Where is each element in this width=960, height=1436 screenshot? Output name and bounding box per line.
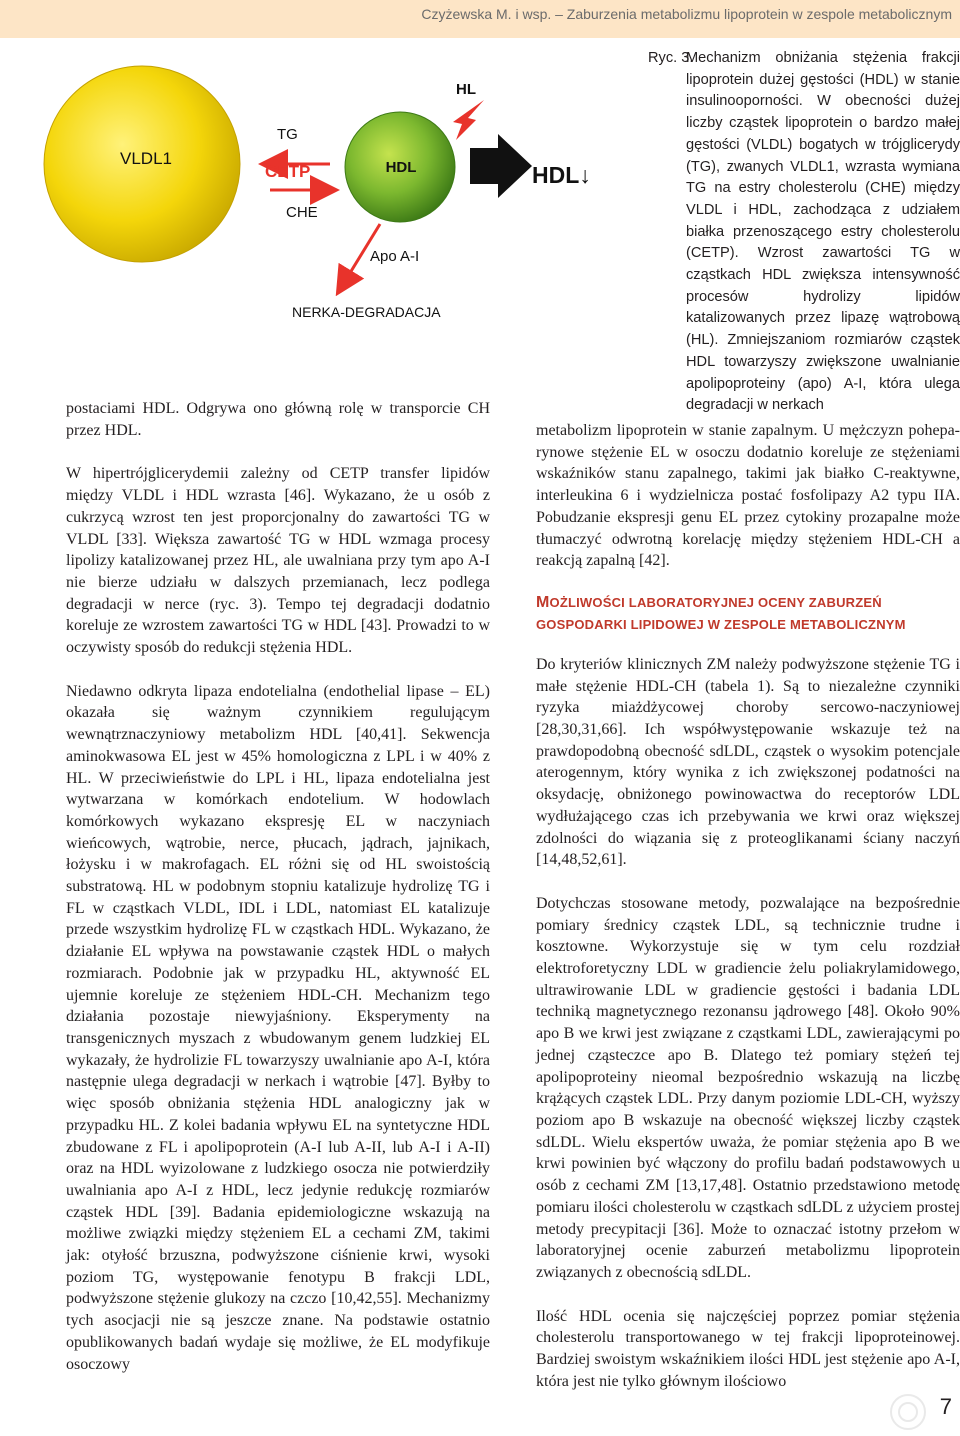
caption-label: Ryc. 3. (648, 50, 694, 66)
kidney-degradation-label: NERKA-DEGRADACJA (292, 304, 441, 320)
hl-lightning-arrow (453, 100, 484, 140)
hdl-label: HDL (385, 159, 417, 176)
right-paragraph-4: Ilość HDL ocenia się najczęściej poprzez pomiar stężenia cholesterolu transportowanego w tej frakcji lipoproteinowej. Bardziej swoistym wskaźnikiem ilości HDL jest stężenie apo A-I, która jest nie tylko głównym ilościowo (536, 1307, 960, 1390)
figure-caption (648, 48, 960, 417)
left-column (66, 398, 490, 1375)
left-paragraph-1: postaciami HDL. Odgrywa ono główną rolę w transporcie CH przez HDL. (66, 400, 490, 439)
apoa1-label: Apo A-I (370, 248, 420, 265)
right-paragraph-3: Dotychczas stosowane metody, pozwalające na bezpośrednie pomiary średnicy cząstek LDL, są technicznie trudne i kosztowne. Wykorzystuje się w tym celu rozdział elektroforetyczny LDL w gradiencie żelu poliakrylamidowego, ultrawirowanie LDL w gradiencie gęstości i badania LDL techniką magnetycznego rezonansu jądrowego [48]. Około 90% apo B we krwi jest związane z cząstkami LDL, zawierającymi po jednej cząsteczce apo B. Dlatego też pomiary stężeń tej apolipoproteiny nieomal bezpośrednio wskazują na liczbę krążących cząstek LDL. Przy danym poziomie LDL-CH, wyższy poziom apo B wskazuje na obecność większej liczby cząstek sdLDL. Wielu ekspertów uważa, że pomiar stężenia apo B we krwi powinien być włączony do profilu badań podstawowych u osób z cechami ZM [13,17,48]. Ostatnio przedstawiono metodę pomiaru ilości cholesterolu w cząstkach sdLDL z użyciem prostej metody precypitacji [36]. Może to oznaczać istotny przełom w laboratoryjnej ocenie zaburzeń metabolizmu lipoprotein związanych z obecnością sdLDL. (536, 894, 960, 1281)
hdl-decrease-big-arrow (470, 134, 532, 198)
che-label: CHE (286, 204, 318, 221)
right-paragraph-1: metabolizm lipoprotein w stanie zapalnym. U mężczyzn poheparynowe stężenie EL w osoczu dodatnio koreluje ze stężeniami wskaźników stanu zapalnego, takimi jak białko C-reaktywne, interleukina 6 i wydzielnicza postać fosfolipazy A2 typu IIA. Pobudzanie ekspresji genu EL przez cytokiny prozapalne może tłumaczyć odwrotną korelację między stężeniem HDL-CH a reakcją zapalną [42]. (536, 422, 960, 570)
running-title: Czyżewska M. i wsp. – Zaburzenia metabolizmu lipoprotein w zespole metabolicznym (421, 6, 952, 22)
page-number: 7 (939, 1394, 952, 1419)
cetp-label: CETP (265, 162, 311, 181)
tg-label: TG (277, 126, 298, 143)
figure-3-diagram (60, 56, 591, 336)
figure-3-svg (60, 56, 591, 336)
section-heading (536, 592, 960, 636)
vldl-label: VLDL1 (120, 149, 172, 168)
section-heading-initial: M (536, 593, 550, 611)
left-paragraph-2: W hipertrójglicerydemii zależny od CETP transfer lipidów między VLDL i HDL wzrasta [46]. Wykazano, że u osób z cukrzycą wzrost ten jest proporcjonalny do zawartości TG w VLDL [33]. Większa zawartość TG w HDL wzmaga procesy lipolizy katalizowanej przez HL, ale uwalniana przy tym apo A-I nie bierze udziału w dalszych przemianach, lecz podlega degradacji w nerce (ryc. 3). Tempo tej degradacji dodatnio koreluje ze wzrostem zawartości TG w HDL [43]. Prowadzi to w oczywisty sposób do redukcji stężenia HDL. (66, 465, 490, 657)
section-heading-text: OŻLIWOŚCI LABORATORYJNEJ OCENY ZABURZEŃ GOSPODARKI LIPIDOWEJ W ZESPOLE METABOLICZNYM (536, 594, 906, 632)
hdl-decrease-label: HDL↓ (532, 162, 591, 188)
caption-text: Mechanizm obniżania stężenia frakcji lipoprotein dużej gęstości (HDL) w stanie insulinooporności. W obecności dużej liczby cząstek lipoprotein o bardzo małej gęstości (VLDL) bogatych w trójglicerydy (TG), zwanych VLDL1, wzrasta wymiana TG na estry cholesterolu (CHE) między VLDL i HDL, zachodząca z udziałem białka przenoszącego estry cholesterolu (CETP). Wzrost zawartości TG w cząstkach HDL zwiększa intensywność procesów hydrolizy lipidów katalizowanych przez lipazę wątrobową (HL). Zmniejszaniom rozmiarów cząstek HDL towarzyszy zwiększone uwalnianie apolipoproteiny (apo) A-I, która ulega degradacji w nerkach (686, 50, 960, 414)
left-paragraph-3: Niedawno odkryta lipaza endotelialna (endothelial lipase – EL) okazała się ważnym czynnikiem regulującym wewnątrznaczyniowy metabolizm HDL [40,41]. Sekwencja aminokwasowa EL jest w 45% homologiczna z LPL i w 40% z HL. W przeciwieństwie do LPL i HL, lipaza endotelialna jest wytwarzana w komórkach endotelium. W hodowlach komórkowych wykazano ekspresję EL w naczyniach wieńcowych, wątrobie, nerce, płucach, jądrach, jajnikach, łożysku i w makrofagach. EL różni się od HL swoistością substratową. HL w podobnym stopniu katalizuje hydrolizę TG i FL w cząstkach VLDL, IDL i LDL, natomiast EL katalizuje przede wszystkim hydrolizę FL w cząstkach HDL. Wykazano, że działanie EL wpływa na powstawanie cząstek HDL o małych rozmiarach. Podobnie jak w przypadku HL, aktywność EL ujemnie koreluje ze stężeniem HDL-CH. Mechanizm tego działania pozostaje niewyjaśniony. Eksperymenty na transgenicznych myszach z wbudowanym genem ludzkiej EL wykazały, że hydrolizie FL towarzyszy uwalnianie apo A-I, która następnie ulega degradacji w nerkach i wątrobie [47]. Byłby to więc sposób obniżania stężenia HDL analogiczny jak w przypadku HL. Z kolei badania wpływu EL na syntetyczne HDL zbudowane z FL i apolipoprotein (A-I lub A-II, lub A-I i A-II) oraz na HDL wyizolowane z ludzkiego osocza nie potwierdziły uwalniania apo A-I z HDL, lecz jedynie redukcję rozmiarów cząstek HDL [39]. Badania epidemiologiczne wskazują na możliwe związki między stężeniem EL a cechami ZM, takimi jak: otyłość brzuszna, podwyższone ciśnienie krwi, wysoki poziom TG, występowanie fenotypu B frakcji LDL, podwyższone stężenie glukozy na czczo [10,42,55]. Mechanizmy tych asocjacji nie są jeszcze znane. Na podstawie ostatnio opublikowanych badań wydaje się możliwe, że EL modyfikuje osoczowy (66, 682, 490, 1373)
right-paragraph-2: Do kryteriów klinicznych ZM należy podwyższone stężenie TG i małe stężenie HDL-CH (tabela 1). Są to niezależne czynniki ryzyka miażdżycowej choroby sercowo-naczyniowej [28,30,31,66]. Ich współwystępowanie wskazuje też na prawdopodobną obecność sdLDL, cząstek o wysokim potencjale aterogennym, który wynika z ich zwiększonej podatności na oksydację, obniżonego powinowactwa do receptorów LDL wydłużającego czas ich przebywania we krwi oraz większej zdolności do wiązania się z proteoglikanami ściany naczyń [14,48,52,61]. (536, 655, 960, 869)
right-column (536, 420, 960, 1392)
hl-label: HL (456, 81, 476, 98)
watermark-logo (888, 1392, 928, 1432)
running-header-bar (0, 0, 960, 38)
